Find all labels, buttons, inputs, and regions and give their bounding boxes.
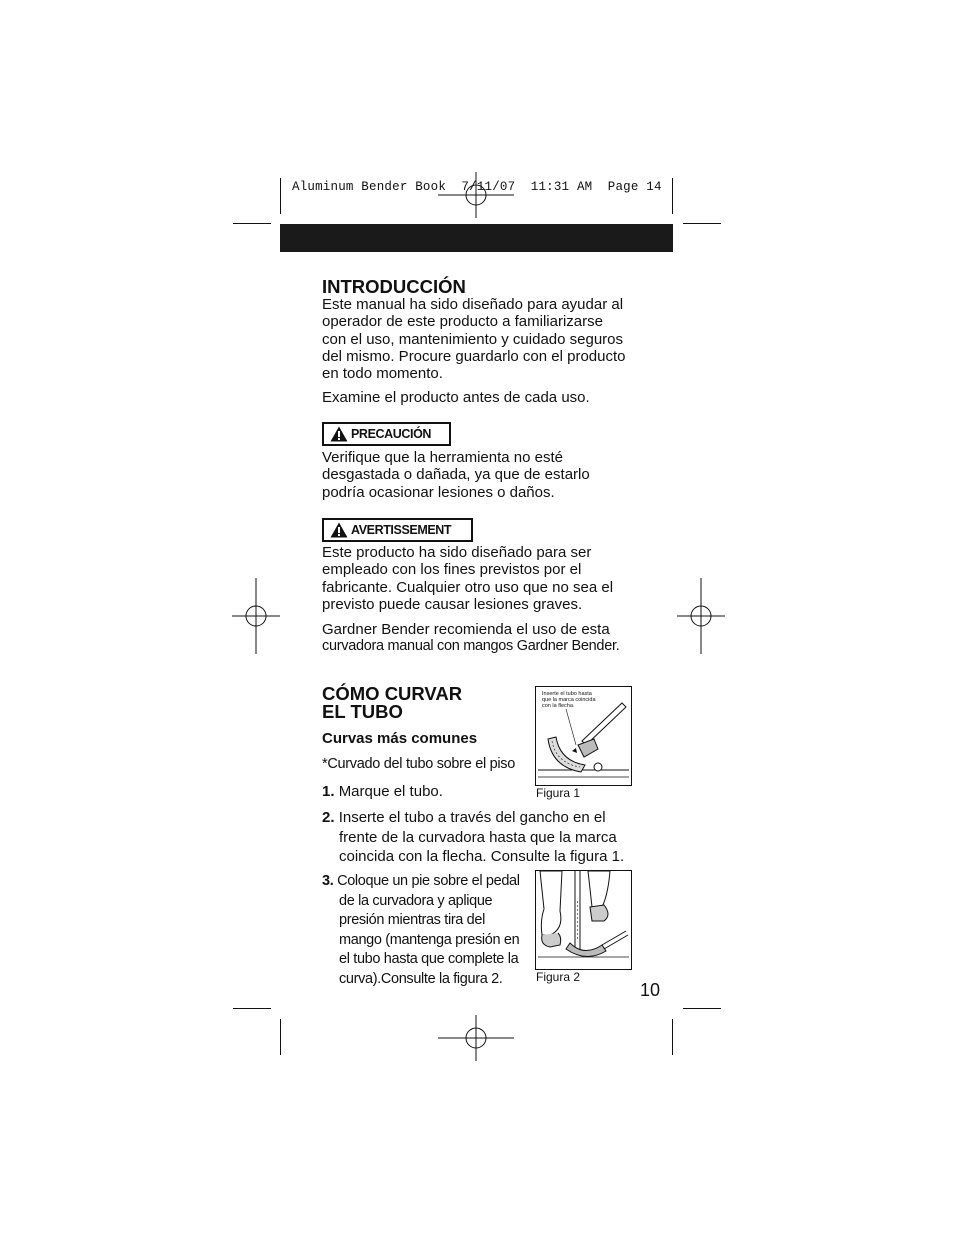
step-text: frente de la curvadora hasta que la marca <box>339 828 617 846</box>
caution-label-box <box>322 422 451 446</box>
bending-title-line1: CÓMO CURVAR <box>322 683 463 704</box>
step-3 <box>322 872 537 989</box>
step-1 <box>322 782 527 802</box>
figure-1-caption: Figura 1 <box>536 786 581 800</box>
warning-text <box>322 544 613 613</box>
warning-line: Este producto ha sido diseñado para ser <box>322 544 592 561</box>
crop-mark <box>672 1019 673 1055</box>
caution-line: desgastada o dañada, ya que de estarlo <box>322 466 590 484</box>
warning-triangle-icon <box>330 522 348 538</box>
bender-insert-tube-drawing <box>536 687 631 785</box>
step-2 <box>322 808 642 867</box>
step-text: presión mientras tira del <box>339 912 485 928</box>
registration-mark-icon <box>438 1015 514 1061</box>
caution-line: Verifique que la herramienta no esté <box>322 449 563 466</box>
figure-2-caption: Figura 2 <box>536 970 581 984</box>
examine-text: Examine el producto antes de cada uso. <box>322 389 590 406</box>
intro-line: en todo momento. <box>322 365 443 383</box>
intro-line: Este manual ha sido diseñado para ayudar al <box>322 296 624 313</box>
step-text: Inserte el tubo a través del gancho en el <box>338 809 606 826</box>
bending-title-line2: EL TUBO <box>322 701 403 722</box>
step-text: de la curvadora y aplique <box>339 892 493 909</box>
warning-label-box <box>322 518 473 542</box>
foot-on-pedal-drawing <box>536 871 631 969</box>
registration-mark-icon <box>438 172 514 218</box>
header-bar <box>280 224 673 252</box>
step-text: mango (mantenga presión en <box>339 931 520 948</box>
step-text: coincida con la flecha. Consulte la figura 1. <box>339 848 625 865</box>
figure-1-illustration <box>535 686 632 786</box>
step-number: 2. <box>322 809 335 826</box>
crop-mark <box>280 1019 281 1055</box>
common-bends-subtitle: Curvas más comunes <box>322 730 478 747</box>
warning-line: fabricante. Cualquier otro uso que no sea el <box>322 578 614 596</box>
crop-mark <box>233 223 271 224</box>
intro-line: del mismo. Procure guardarlo con el producto <box>322 347 626 365</box>
caution-text <box>322 449 590 501</box>
crop-mark <box>672 178 673 214</box>
intro-line: con el uso, mantenimiento y cuidado seguros <box>322 330 624 348</box>
recommendation-line: Gardner Bender recomienda el uso de esta <box>322 621 610 638</box>
step-number: 1. <box>322 783 335 800</box>
step-text: Coloque un pie sobre el pedal <box>337 873 520 889</box>
printer-slug: Aluminum Bender Book 7/11/07 11:31 AM Page 14 <box>292 180 662 194</box>
step-text: el tubo hasta que complete la <box>339 951 519 967</box>
floor-bending-note: *Curvado del tubo sobre el piso <box>322 756 516 772</box>
caution-line: podría ocasionar lesiones o daños. <box>322 483 555 501</box>
warning-triangle-icon <box>330 426 348 442</box>
page-number: 10 <box>640 980 661 1000</box>
warning-line: previsto puede causar lesiones graves. <box>322 595 583 613</box>
intro-paragraph <box>322 296 626 382</box>
figure-1-note-line: Inserte el tubo hasta <box>542 691 592 697</box>
step-text: curva).Consulte la figura 2. <box>339 970 503 987</box>
warning-line: empleado con los fines previstos por el <box>322 561 582 579</box>
crop-mark <box>683 1008 721 1009</box>
intro-line: operador de este producto a familiarizarse <box>322 313 603 331</box>
crop-mark <box>280 178 281 214</box>
warning-label: AVERTISSEMENT <box>351 523 452 537</box>
recommendation-line: curvadora manual con mangos Gardner Bender. <box>322 638 620 655</box>
crop-mark <box>683 223 721 224</box>
figure-2-illustration <box>535 870 632 970</box>
recommendation-text <box>322 621 619 656</box>
crop-mark <box>233 1008 271 1009</box>
caution-label: PRECAUCIÓN <box>351 427 432 441</box>
intro-title: INTRODUCCIÓN <box>322 276 466 297</box>
step-text: Marque el tubo. <box>338 783 443 800</box>
registration-mark-icon <box>232 578 280 654</box>
step-number: 3. <box>322 873 334 889</box>
figure-1-note-line: que la marca coincida <box>542 697 596 703</box>
registration-mark-icon <box>677 578 725 654</box>
figure-1-note-line: con la flecha. <box>542 703 575 709</box>
